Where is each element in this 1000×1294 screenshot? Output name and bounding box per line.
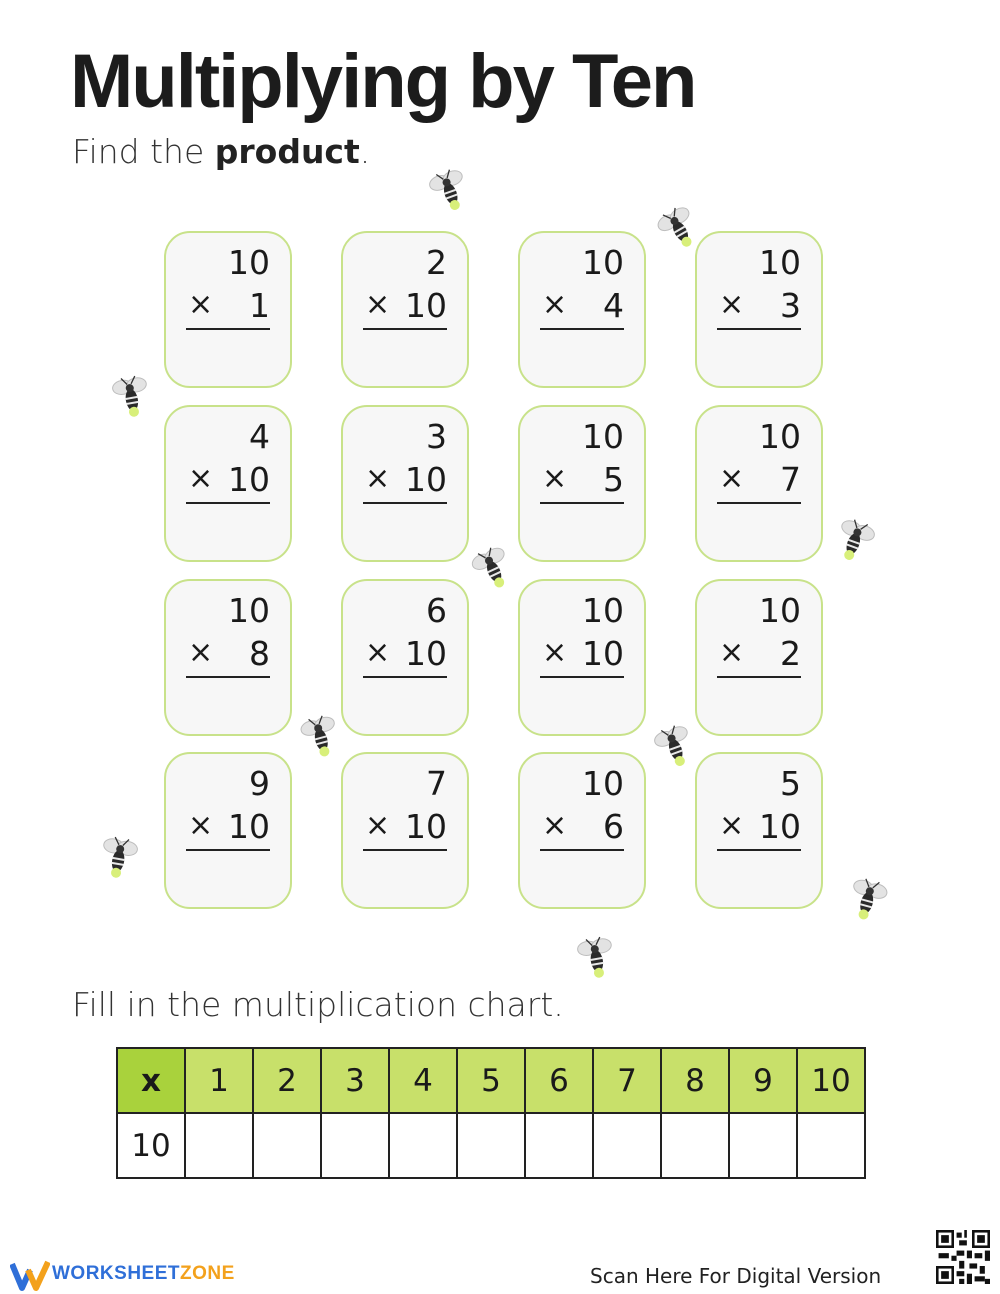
firefly-icon [92,829,145,882]
multiplicand: 10 [759,417,801,456]
problem-card [518,752,646,909]
chart-answer-cell[interactable] [457,1113,525,1178]
problem-card [341,405,469,562]
chart-answer-cell[interactable] [797,1113,865,1178]
chart-header-cell: 4 [389,1048,457,1113]
chart-answer-cell[interactable] [525,1113,593,1178]
problem-card [164,752,292,909]
problem-card [518,231,646,388]
instruction-bold-word: product [214,132,360,171]
chart-header-cell: 10 [797,1048,865,1113]
multiplicand: 6 [426,591,447,630]
problem-card [341,752,469,909]
multiplier: 10 [405,460,447,499]
problem-card [164,405,292,562]
times-sign: × [188,461,214,496]
multiplier: 2 [780,634,801,673]
page-title: Multiplying by Ten [70,39,696,124]
chart-header-cell: 5 [457,1048,525,1113]
qr-code-icon[interactable] [936,1230,990,1284]
multiplicand: 10 [759,243,801,282]
instruction-suffix: . [359,132,371,171]
multiplier: 1 [249,286,270,325]
times-sign: × [719,808,745,843]
chart-header-cell: 1 [185,1048,253,1113]
answer-line [186,849,270,851]
problem-card [341,231,469,388]
multiplier: 10 [759,807,801,846]
answer-line [540,849,624,851]
multiplicand: 10 [228,591,270,630]
chart-answer-row [117,1113,865,1178]
times-sign: × [719,635,745,670]
chart-header-cell: 9 [729,1048,797,1113]
brand-name [52,1263,235,1285]
instruction-prefix: Find the [72,132,215,171]
multiplier: 3 [780,286,801,325]
multiplier: 4 [603,286,624,325]
problem-card [695,752,823,909]
answer-line [540,328,624,330]
multiplicand: 3 [426,417,447,456]
answer-line [717,502,801,504]
times-sign: × [188,635,214,670]
brand-name-part2: ZONE [180,1263,235,1284]
problem-card [695,231,823,388]
multiplicand: 4 [249,417,270,456]
times-sign: × [719,461,745,496]
multiplier: 6 [603,807,624,846]
multiplication-chart [116,1047,866,1179]
times-sign: × [542,461,568,496]
chart-answer-cell[interactable] [661,1113,729,1178]
chart-header-cell: 7 [593,1048,661,1113]
times-sign: × [365,287,391,322]
problem-card [164,231,292,388]
answer-line [363,676,447,678]
chart-answer-cell[interactable] [389,1113,457,1178]
chart-corner-cell: x [117,1048,185,1113]
chart-header-row [117,1048,865,1113]
chart-header-cell: 2 [253,1048,321,1113]
chart-header-cell: 6 [525,1048,593,1113]
answer-line [186,502,270,504]
problem-card [164,579,292,736]
times-sign: × [365,635,391,670]
answer-line [717,328,801,330]
times-sign: × [542,635,568,670]
answer-line [540,676,624,678]
worksheet-zone-logo-icon [10,1258,50,1292]
firefly-icon [569,929,622,982]
multiplicand: 10 [582,417,624,456]
problem-card [518,579,646,736]
answer-line [717,849,801,851]
multiplier: 10 [228,807,270,846]
multiplicand: 10 [228,243,270,282]
chart-answer-cell[interactable] [253,1113,321,1178]
instruction-fill-chart: Fill in the multiplication chart. [72,985,564,1024]
chart-answer-cell[interactable] [593,1113,661,1178]
multiplier: 10 [405,286,447,325]
times-sign: × [542,808,568,843]
chart-row-label: 10 [117,1113,185,1178]
times-sign: × [365,808,391,843]
multiplier: 8 [249,634,270,673]
answer-line [363,328,447,330]
problem-card [695,405,823,562]
multiplicand: 10 [582,764,624,803]
multiplicand: 10 [759,591,801,630]
times-sign: × [542,287,568,322]
multiplicand: 2 [426,243,447,282]
answer-line [186,676,270,678]
answer-line [717,676,801,678]
scan-prompt: Scan Here For Digital Version [590,1264,882,1288]
times-sign: × [719,287,745,322]
chart-answer-cell[interactable] [321,1113,389,1178]
problem-card [518,405,646,562]
problem-card [695,579,823,736]
brand-name-part1: WORKSHEET [52,1263,180,1284]
chart-header-cell: 8 [661,1048,729,1113]
multiplicand: 9 [249,764,270,803]
chart-answer-cell[interactable] [729,1113,797,1178]
answer-line [363,849,447,851]
multiplier: 10 [405,807,447,846]
chart-answer-cell[interactable] [185,1113,253,1178]
multiplier: 10 [228,460,270,499]
multiplier: 7 [780,460,801,499]
times-sign: × [188,808,214,843]
times-sign: × [365,461,391,496]
multiplicand: 5 [780,764,801,803]
multiplicand: 10 [582,591,624,630]
multiplier: 10 [582,634,624,673]
problem-card [341,579,469,736]
multiplicand: 7 [426,764,447,803]
multiplier: 5 [603,460,624,499]
chart-header-cell: 3 [321,1048,389,1113]
answer-line [540,502,624,504]
multiplier: 10 [405,634,447,673]
times-sign: × [188,287,214,322]
answer-line [363,502,447,504]
answer-line [186,328,270,330]
multiplicand: 10 [582,243,624,282]
firefly-icon [104,368,157,421]
